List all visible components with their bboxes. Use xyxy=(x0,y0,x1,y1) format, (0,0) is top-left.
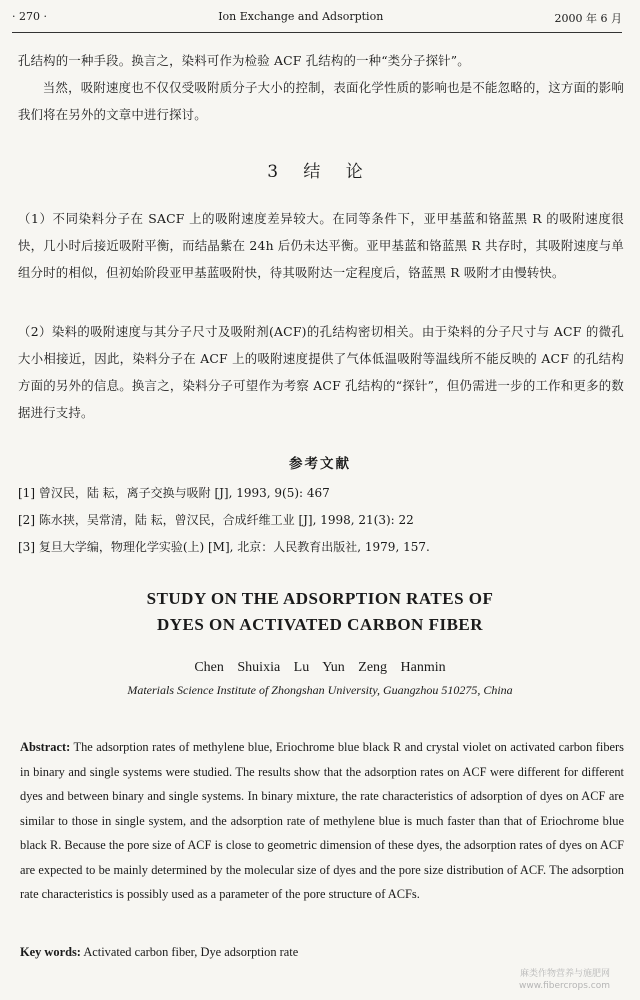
references-list xyxy=(18,480,624,561)
abstract-label: Abstract: xyxy=(20,740,71,754)
authors: Chen Shuixia Lu Yun Zeng Hanmin xyxy=(194,660,446,675)
page-number: · 270 · xyxy=(12,10,47,23)
watermark-line-2: www.fibercrops.com xyxy=(519,981,610,991)
keywords-label: Key words: xyxy=(20,945,81,959)
conclusion-item-1: （1）不同染料分子在 SACF 上的吸附速度差异较大。在同等条件下，亚甲基蓝和铬蓝黑 R 的吸附速度很快，几小时后接近吸附平衡，而结晶紫在 24h 后仍未达平衡。亚甲基蓝和铬蓝黑 R 共存时，其吸附速度与单组分时的相似，但初始阶段亚甲基蓝吸附快，待其吸附达一定程度后，铬蓝黑 R 吸附才由慢转快。 xyxy=(18,211,624,280)
journal-name: Ion Exchange and Adsorption xyxy=(218,10,384,23)
keywords-text: Activated carbon fiber, Dye adsorption rate xyxy=(80,945,299,959)
site-watermark xyxy=(519,968,610,992)
reference-item: [2] 陈水挟，吴常清，陆 耘，曾汉民，合成纤维工业 [J], 1998, 21(3): 22 xyxy=(18,513,414,527)
english-title-line-2: DYES ON ACTIVATED CARBON FIBER xyxy=(156,615,484,634)
reference-item: [1] 曾汉民，陆 耘，离子交换与吸附 [J], 1993, 9(5): 467 xyxy=(18,486,330,500)
body-paragraph-2: 当然，吸附速度也不仅仅受吸附质分子大小的控制，表面化学性质的影响也是不能忽略的，这方面的影响我们将在另外的文章中进行探讨。 xyxy=(18,80,624,122)
issue-date: 2000 年 6 月 xyxy=(554,12,622,25)
affiliation: Materials Science Institute of Zhongshan University, Guangzhou 510275, China xyxy=(127,683,513,697)
body-paragraph-1: 孔结构的一种手段。换言之，染料可作为检验 ACF 孔结构的一种“类分子探针”。 xyxy=(18,53,470,68)
abstract xyxy=(20,735,624,907)
section-heading-conclusions: 3 结 论 xyxy=(267,162,373,182)
watermark-line-1: 麻类作物营养与施肥网 xyxy=(519,969,610,979)
conclusion-item-2: （2）染料的吸附速度与其分子尺寸及吸附剂(ACF)的孔结构密切相关。由于染料的分子尺寸与 ACF 的微孔大小相接近，因此，染料分子在 ACF 上的吸附速度提供了气体低温吸附等温线所不能反映的 ACF 的孔结构方面的另外的信息。换言之，染料分子可望作为考察 ACF 孔结构的“探针”，但仍需进一步的工作和更多的数据进行支持。 xyxy=(18,324,624,420)
references-heading: 参考文献 xyxy=(289,456,351,472)
english-title-line-1: STUDY ON THE ADSORPTION RATES OF xyxy=(146,589,494,608)
abstract-text: The adsorption rates of methylene blue, Eriochrome blue black R and crystal violet on activated carbon fibers in binary and single systems were studied. The results show that the adsorption rates on ACF were different for different dyes and between binary and single systems. In binary mixture, the rate characteristics of adsorption of dyes on ACF are similar to those in single system, and the adsorption rate of methylene blue is much faster than that of Eriochrome blue black R. Because the pore size of ACF is close to geometric dimension of these dyes, the adsorption rates of dyes on ACF are expected to be mainly determined by the molecular size of dyes and the pore size distribution of ACF. The adsorption rate characteristics is possibly used as a parameter of the pore structure of ACFs. xyxy=(20,740,624,901)
running-header xyxy=(12,10,622,33)
reference-item: [3] 复旦大学编，物理化学实验(上) [M], 北京：人民教育出版社, 1979, 157. xyxy=(18,540,430,554)
english-title xyxy=(0,586,640,638)
keywords xyxy=(20,945,624,960)
